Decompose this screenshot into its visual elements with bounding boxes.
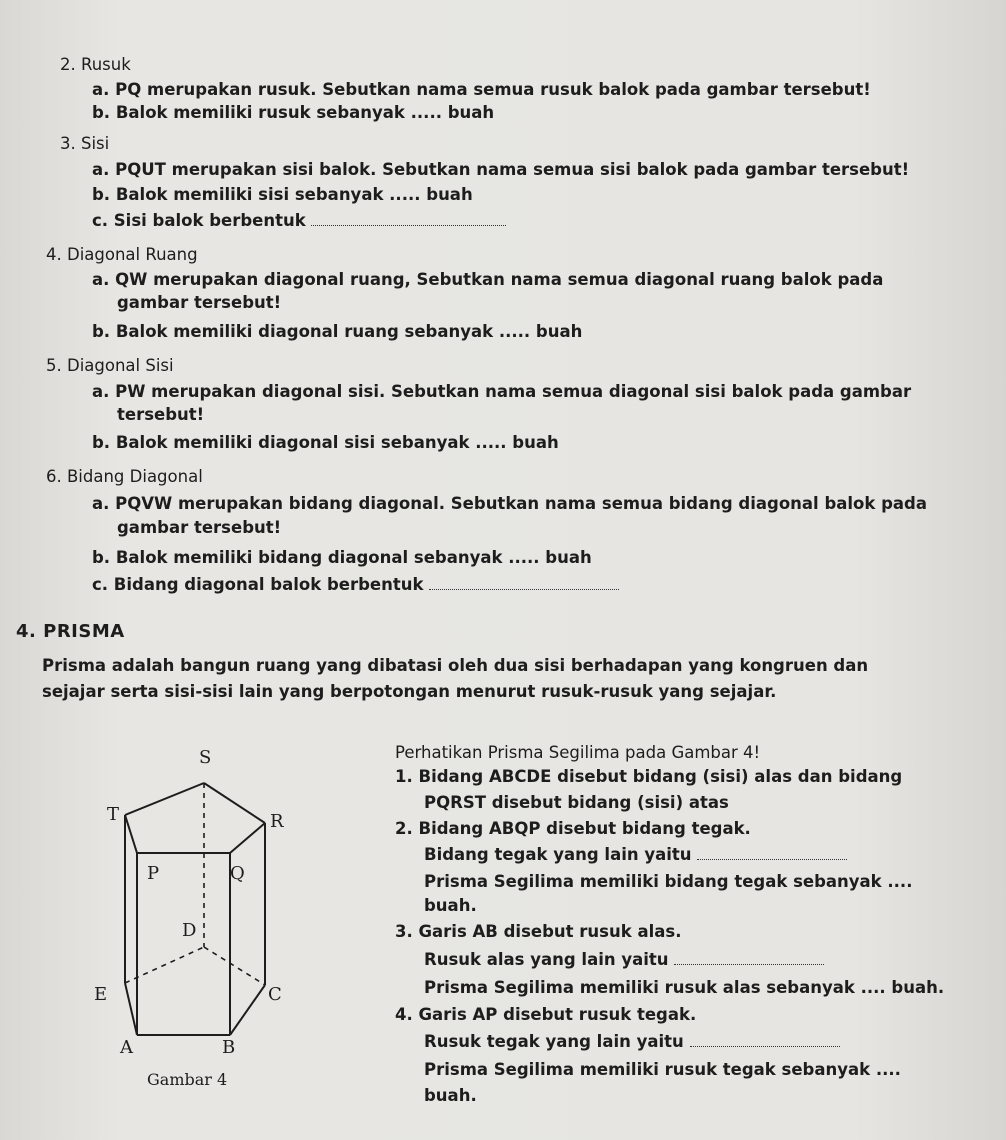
note-2-line1: 2. Bidang ABQP disebut bidang tegak. [395,819,751,838]
sisi-question-c: c. Sisi balok berbentuk [92,211,506,231]
bidang-diagonal-question-c: c. Bidang diagonal balok berbentuk [92,575,619,595]
note-3-line3: Prisma Segilima memiliki rusuk alas sebanyak .... buah. [424,978,945,997]
vertex-label-A: A [120,1037,133,1058]
edge-DC-hidden [204,947,265,985]
answer-blank [311,211,506,226]
vertex-label-R: R [270,811,284,832]
diagonal-ruang-question-a-line2: gambar tersebut! [117,293,282,312]
vertex-label-B: B [222,1037,236,1058]
prisma-definition-line1: Prisma adalah bangun ruang yang dibatasi oleh dua sisi berhadapan yang kongruen dan [42,656,869,675]
answer-blank [697,845,847,860]
section-sisi-heading: 3. Sisi [60,134,110,153]
vertex-label-T: T [107,804,120,825]
edge-SR [204,783,265,823]
section-diagonal-sisi-heading: 5. Diagonal Sisi [46,356,174,375]
vertex-label-P: P [147,863,160,884]
edge-BC [230,985,265,1035]
edge-RQ [230,823,265,853]
note-1-line2: PQRST disebut bidang (sisi) atas [424,793,729,812]
vertex-label-E: E [94,984,108,1005]
notes-intro: Perhatikan Prisma Segilima pada Gambar 4! [395,743,761,762]
note-4-line1: 4. Garis AP disebut rusuk tegak. [395,1005,697,1024]
bidang-diagonal-question-b: b. Balok memiliki bidang diagonal sebanyak ..... buah [92,548,592,567]
section-prisma-heading: 4. PRISMA [16,621,125,642]
note-4-line3: Prisma Segilima memiliki rusuk tegak sebanyak .... [424,1060,901,1079]
section-rusuk-heading: 2. Rusuk [60,55,131,74]
note-2-line2: Bidang tegak yang lain yaitu [424,845,847,865]
diagonal-sisi-question-a-line1: a. PW merupakan diagonal sisi. Sebutkan nama semua diagonal sisi balok pada gambar [92,382,912,401]
note-4-line2: Rusuk tegak yang lain yaitu [424,1032,840,1052]
note-3-line2: Rusuk alas yang lain yaitu [424,950,824,970]
note-1-line1: 1. Bidang ABCDE disebut bidang (sisi) alas dan bidang [395,767,903,786]
vertex-label-D: D [182,920,197,941]
note-3-line1: 3. Garis AB disebut rusuk alas. [395,922,682,941]
figure-caption: Gambar 4 [147,1070,228,1089]
sisi-question-b: b. Balok memiliki sisi sebanyak ..... buah [92,185,473,204]
vertex-label-S: S [199,747,212,768]
diagonal-ruang-question-a-line1: a. QW merupakan diagonal ruang, Sebutkan nama semua diagonal ruang balok pada [92,270,884,289]
rusuk-question-b: b. Balok memiliki rusuk sebanyak ..... buah [92,103,495,122]
bidang-diagonal-question-a-line2: gambar tersebut! [117,518,282,537]
section-diagonal-ruang-heading: 4. Diagonal Ruang [46,245,198,264]
note-2-line4: buah. [424,896,477,915]
vertex-label-C: C [268,984,282,1005]
sisi-question-a: a. PQUT merupakan sisi balok. Sebutkan nama semua sisi balok pada gambar tersebut! [92,160,910,179]
answer-blank [690,1032,840,1047]
prism-figure [80,735,340,1095]
diagonal-ruang-question-b: b. Balok memiliki diagonal ruang sebanyak ..... buah [92,322,583,341]
answer-blank [674,950,824,965]
rusuk-question-a: a. PQ merupakan rusuk. Sebutkan nama semua rusuk balok pada gambar tersebut! [92,80,871,99]
edge-PT [125,815,137,853]
vertex-label-Q: Q [230,863,245,884]
section-bidang-diagonal-heading: 6. Bidang Diagonal [46,467,203,486]
prisma-definition-line2: sejajar serta sisi-sisi lain yang berpotongan menurut rusuk-rusuk yang sejajar. [42,682,777,701]
diagonal-sisi-question-a-line2: tersebut! [117,405,205,424]
edge-EA [125,983,137,1035]
answer-blank [429,575,619,590]
edge-TS [125,783,204,815]
diagonal-sisi-question-b: b. Balok memiliki diagonal sisi sebanyak ..... buah [92,433,559,452]
note-4-line4: buah. [424,1086,477,1105]
note-2-line3: Prisma Segilima memiliki bidang tegak sebanyak .... [424,872,913,891]
bidang-diagonal-question-a-line1: a. PQVW merupakan bidang diagonal. Sebutkan nama semua bidang diagonal balok pada [92,494,927,513]
